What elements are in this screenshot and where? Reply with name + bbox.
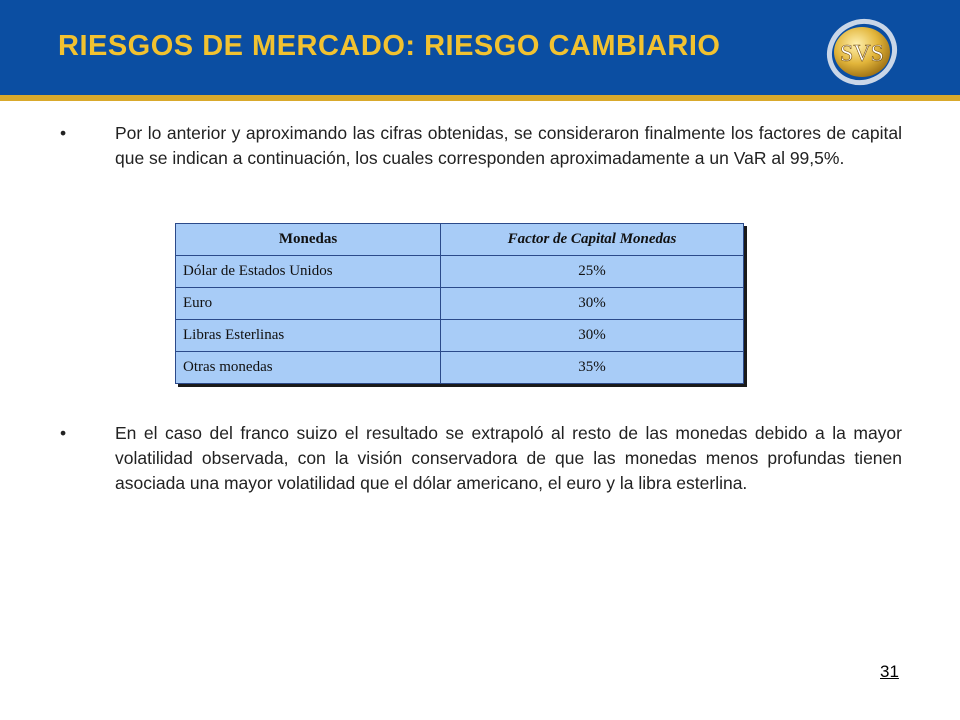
bullet-item-1 [60,121,902,171]
table-row [176,352,744,384]
table-cell-factor: 25% [441,256,744,288]
table-header-row [176,224,744,256]
table-cell-moneda: Libras Esterlinas [176,320,441,352]
bullet-text: En el caso del franco suizo el resultado se extrapoló al resto de las monedas debido a la mayor volatilidad observada, con la visión conservadora de que las monedas menos profundas tienen asociada una mayor volatilidad que el dólar americano, el euro y la libra esterlina. [115,423,902,493]
slide-title: RIESGOS DE MERCADO: RIESGO CAMBIARIO [58,30,721,62]
table-row [176,288,744,320]
page-number: 31 [880,662,899,681]
logo-text: SVS [839,41,885,67]
table-cell-factor: 30% [441,320,744,352]
table-header-factor: Factor de Capital Monedas [441,224,744,256]
table-header-monedas: Monedas [176,224,441,256]
bullet-marker: • [60,123,67,143]
bullet-marker: • [60,423,67,443]
bullet-text: Por lo anterior y aproximando las cifras obtenidas, se consideraron finalmente los factores de capital que se indican a continuación, los cuales corresponden aproximadamente a un VaR al 99,5%. [115,123,902,168]
table-cell-factor: 30% [441,288,744,320]
table-cell-moneda: Euro [176,288,441,320]
table-row [176,320,744,352]
table-cell-moneda: Otras monedas [176,352,441,384]
table-cell-factor: 35% [441,352,744,384]
header-bar [0,0,960,95]
table-row [176,256,744,288]
svs-logo [822,16,902,88]
capital-factor-table [175,223,744,384]
table-cell-moneda: Dólar de Estados Unidos [176,256,441,288]
header-stripe [0,95,960,101]
bullet-item-2 [60,421,902,496]
